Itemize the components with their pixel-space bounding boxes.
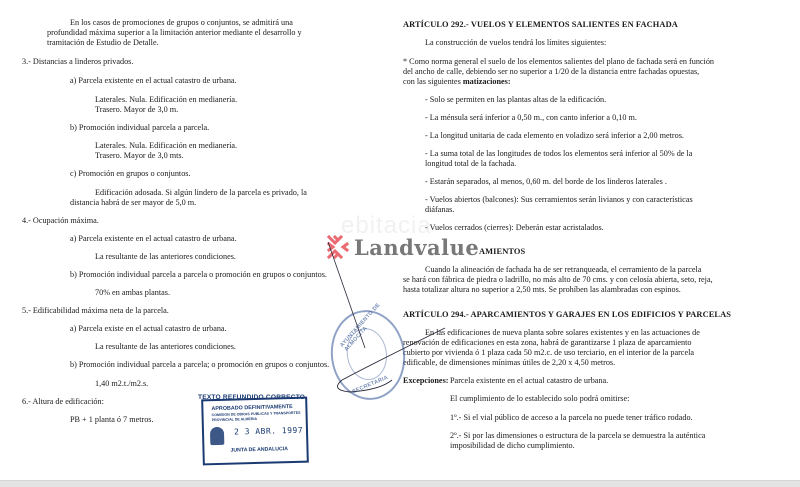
section-4-title: 4.- Ocupación máxima. [22,216,99,225]
section-3a-label: a) Parcela existente en el actual catastro de urbana. [70,76,237,85]
intro-paragraph-line: profundidad máxima superior a la limitación anterior mediante el desarrollo y [47,28,302,37]
vuelos-item: - La longitud unitaria de cada elemento en voladizo será inferior a 2,00 metros. [425,131,684,140]
article-294-line: cubierto por vivienda ó 1 plaza cada 50 m2.c. de uso terciario, en el interior de la parcela [403,348,694,357]
article-292-intro: La construcción de vuelos tendrá los límites siguientes: [425,38,607,47]
vuelos-item-open: diáfanas. [425,205,455,214]
section-3c-label: c) Promoción en grupos o conjuntos. [70,169,191,178]
section-5a-value: La resultante de las anteriores condiciones. [95,342,236,351]
article-294-line: renovación de edificaciones en esta zona, habrá de garantizarse 1 plaza de aparcamiento [403,338,692,347]
approval-stamp-date: 2 3 ABR. 1997 [233,425,304,437]
section-6-value: PB + 1 planta ó 7 metros. [70,415,154,424]
intro-paragraph-line: tramitación de Estudio de Detalle. [47,38,159,47]
general-rule-prefix: con las siguientes [403,77,463,86]
section-5a-label: a) Parcela existe en el actual catastro de urbana. [70,324,227,333]
approval-stamp-line: PROVINCIAL DE ALMERIA [211,416,258,423]
article-292-heading: ARTÍCULO 292.- VUELOS Y ELEMENTOS SALIENTES EN FACHADA [403,20,678,29]
section-5-title: 5.- Edificabilidad máxima neta de la parcela. [22,306,169,315]
vuelos-item-sum: - La suma total de las longitudes de todos los elementos será inferior al 50% de la [425,149,693,158]
article-294-heading: ARTÍCULO 294.- APARCAMIENTOS Y GARAJES EN LOS EDIFICIOS Y PARCELAS [403,310,732,319]
article-293-line: hasta totalizar altura no superior a 2,50 mts. Se prohíben las alambradas con espinos. [403,285,681,294]
seal-top-text: AYUNTAMIENTO DE ALMOCITA [339,302,382,353]
exceptions-label: Excepciones: [403,376,449,385]
article-293-heading: AMIENTOS [479,247,526,256]
section-3a-line: Laterales. Nula. Edificación en medianería. [95,95,238,104]
section-3a-line: Trasero. Mayor de 3,0 m. [95,105,179,114]
section-3b-line: Laterales. Nula. Edificación en medianería. [95,141,238,150]
section-4b-value: 70% en ambas plantas. [95,288,171,297]
section-6-title: 6.- Altura de edificación: [22,397,104,406]
exception-case-2: imposibilidad de dicho cumplimiento. [450,441,575,450]
watermark-ghost-text: ebitacia [341,212,432,239]
section-3-title: 3.- Distancias a linderos privados. [22,57,134,66]
section-3c-line: distancia habrá de ser mayor de 5,0 m. [70,198,197,207]
approval-stamp-footer: JUNTA DE ANDALUCIA [230,446,289,454]
vuelos-item-separation: - Estarán separados, al menos, 0,60 m. del borde de los linderos laterales . [425,177,667,186]
approval-stamp-header: TEXTO REFUNDIDO CORRECTO [198,394,306,401]
exception-case-1: 1º.- Si el vial público de acceso a la parcela no puede tener tráfico rodado. [450,413,693,422]
section-4b-label: b) Promoción individual parcela a parcela o promoción en grupos o conjuntos. [70,270,327,279]
seal-bottom-text: SECRETARIA [351,374,390,396]
general-rule-line [403,77,511,87]
section-3b-line: Trasero. Mayor de 3,0 mts. [95,151,184,160]
vuelos-item-open: - Vuelos abiertos (balcones): Sus cerramientos serán livianos y con características [425,195,693,204]
approval-stamp-line: COMISION DE OBRAS PUBLICAS Y TRANSPORTES [211,410,301,418]
approval-stamp-line: APROBADO DEFINITIVAMENTE [211,404,293,413]
article-294-line: edificable, de dimensiones mínimas útiles de 2,20 x 4,50 metros. [403,358,616,367]
stamp-emblem-icon [210,427,224,445]
article-293-line: se hará con fábrica de piedra o ladrillo, no más alto de 70 cms. y con celosía abierta, seto, reja, [403,275,713,284]
exception-case-2: 2º.- Si por las dimensiones o estructura de la parcela se demuestra la auténtica [450,431,706,440]
section-4a-label: a) Parcela existente en el actual catastro de urbana. [70,234,237,243]
section-3b-label: b) Promoción individual parcela a parcela. [70,123,210,132]
omit-intro: El cumplimiento de lo establecido solo podrá omitirse: [450,394,630,403]
approval-stamp [201,397,309,466]
section-4a-value: La resultante de las anteriores condiciones. [95,252,236,261]
vuelos-item: - La ménsula será inferior a 0,50 m., con canto inferior a 0,10 m. [425,113,637,122]
watermark-brand: Landvalue [354,234,480,260]
vuelos-item: - Solo se permiten en las plantas altas de la edificación. [425,95,607,104]
general-rule-line: * Como norma general el suelo de los elementos salientes del plano de fachada será en función [403,57,715,66]
matizaciones-label: matizaciones: [462,77,511,86]
intro-paragraph-line: En los casos de promociones de grupos o conjuntos, se admitirá una [70,18,293,27]
article-293-line: Cuando la alineación de fachada ha de ser retranqueada, el cerramiento de la parcela [425,265,702,274]
vuelos-item-sum: longitud total de la fachada. [425,159,517,168]
vuelos-item-closed: - Vuelos cerrados (cierres): Deberán estar acristalados. [425,223,604,232]
section-3c-line: Edificación adosada. Si algún lindero de la parcela es privado, la [95,188,307,197]
right-page [400,0,800,480]
exceptions-value: Parcela existente en el actual catastro de urbana. [450,376,609,385]
section-5b-value: 1,40 m2.t./m2.s. [95,379,149,388]
article-294-line: En las edificaciones de nueva planta sobre solares existentes y en las actuaciones de [425,328,700,337]
section-5b-label: b) Promoción individual parcela a parcela; o promoción en grupos o conjuntos. [70,360,330,369]
left-page [0,0,400,480]
general-rule-line: del ancho de calle, debiendo ser no superior a 1/20 de la distancia entre fachadas opuestas, [403,67,700,76]
